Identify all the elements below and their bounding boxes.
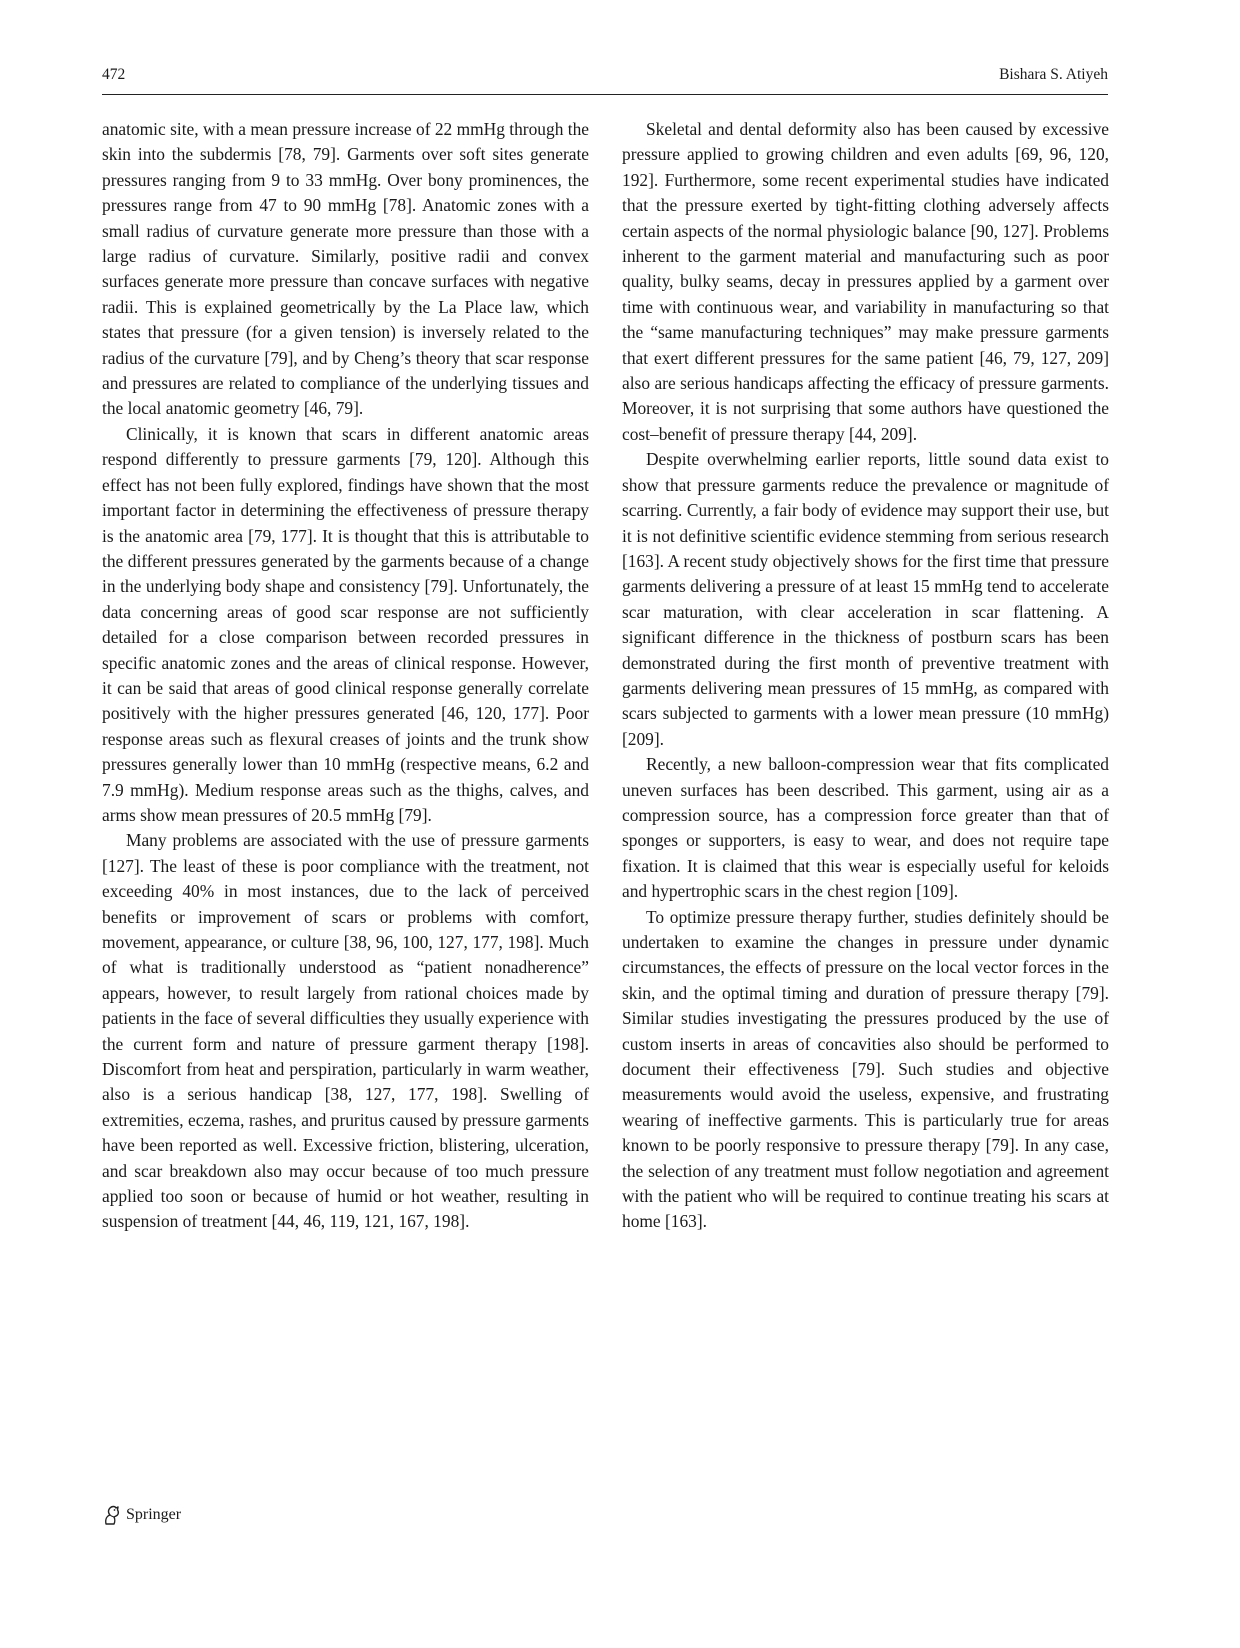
running-header <box>102 66 1108 95</box>
paragraph: Many problems are associated with the use of pressure garments [127]. The least of these is poor compliance with the treatment, not exceeding 40% in most instances, due to the lack of perceived benefits or improvement of scars or problems with comfort, movement, appearance, or culture [38, 96, 100, 127, 177, 198]. Much of what is traditionally understood as “patient nonadherence” appears, however, to result largely from rational choices made by patients in the face of several difficulties they usually experience with the current form and nature of pressure garment therapy [198]. Discomfort from heat and perspiration, particularly in warm weather, also is a serious handicap [38, 127, 177, 198]. Swelling of extremities, eczema, rashes, and pruritus caused by pressure garments have been reported as well. Excessive friction, blistering, ulceration, and scar breakdown also may occur because of too much pressure applied too soon or because of humid or hot weather, resulting in suspension of treatment [44, 46, 119, 121, 167, 198]. <box>102 830 589 1232</box>
right-column <box>622 117 1109 1235</box>
page-number: 472 <box>102 66 126 83</box>
publisher-name: Springer <box>126 1506 182 1523</box>
running-author: Bishara S. Atiyeh <box>999 66 1108 83</box>
paragraph: Despite overwhelming earlier reports, little sound data exist to show that pressure garments reduce the prevalence or magnitude of scarring. Currently, a fair body of evidence may support their use, but it is not definitive scientific evidence stemming from serious research [163]. A recent study objectively shows for the first time that pressure garments delivering a pressure of at least 15 mmHg tend to accelerate scar maturation, with clear acceleration in scar flattening. A significant difference in the thickness of postburn scars has been demonstrated during the first month of preventive treatment with garments delivering mean pressures of 15 mmHg, as compared with scars subjected to garments with a lower mean pressure (10 mmHg) [209]. <box>622 449 1109 749</box>
publisher-footer <box>102 1503 181 1527</box>
paragraph: Clinically, it is known that scars in different anatomic areas respond differently to pressure garments [79, 120]. Although this effect has not been fully explored, findings have shown that the most important factor in determining the effectiveness of pressure therapy is the anatomic area [79, 177]. It is thought that this is attributable to the different pressures generated by the garments because of a change in the underlying body shape and consistency [79]. Unfortunately, the data concerning areas of good scar response are not sufficiently detailed for a close comparison between recorded pressures in specific anatomic zones and the areas of clinical response. However, it can be said that areas of good clinical response generally correlate positively with the higher pressures generated [46, 120, 177]. Poor response areas such as flexural creases of joints and the trunk show pressures generally lower than 10 mmHg (respective means, 6.2 and 7.9 mmHg). Medium response areas such as the thighs, calves, and arms show mean pressures of 20.5 mmHg [79]. <box>102 423 589 825</box>
paragraph: Skeletal and dental deformity also has been caused by excessive pressure applied to growing children and even adults [69, 96, 120, 192]. Furthermore, some recent experimental studies have indicated that the pressure exerted by tight-fitting clothing adversely affects certain aspects of the normal physiologic balance [90, 127]. Problems inherent to the garment material and manufacturing such as poor quality, bulky seams, decay in pressures applied by a garment over time with continuous wear, and variability in manufacturing so that the “same manufacturing techniques” may make pressure garments that exert different pressures for the same patient [46, 79, 127, 209] also are serious handicaps affecting the efficacy of pressure garments. Moreover, it is not surprising that some authors have questioned the cost–benefit of pressure therapy [44, 209]. <box>622 119 1109 444</box>
paragraph: To optimize pressure therapy further, studies definitely should be undertaken to examine the changes in pressure under dynamic circumstances, the effects of pressure on the local vector forces in the skin, and the optimal timing and duration of pressure therapy [79]. Similar studies investigating the pressures produced by the use of custom inserts in areas of concavities also should be performed to document their effectiveness [79]. Such studies and objective measurements would avoid the useless, expensive, and frustrating wearing of ineffective garments. This is particularly true for areas known to be poorly responsive to pressure therapy [79]. In any case, the selection of any treatment must follow negotiation and agreement with the patient who will be required to continue treating his scars at home [163]. <box>622 906 1109 1232</box>
springer-horse-icon <box>102 1504 122 1526</box>
paragraph-continued: anatomic site, with a mean pressure increase of 22 mmHg through the skin into the subdermis [78, 79]. Garments over soft sites generate pressures ranging from 9 to 33 mmHg. Over bony prominences, the pressures range from 47 to 90 mmHg [78]. Anatomic zones with a small radius of curvature generate more pressure than those with a large radius of curvature. Similarly, positive radii and convex surfaces generate more pressure than concave surfaces with negative radii. This is explained geometrically by the La Place law, which states that pressure (for a given tension) is inversely related to the radius of the curvature [79], and by Cheng’s theory that scar response and pressures are related to compliance of the underlying tissues and the local anatomic geometry [46, 79]. <box>102 119 589 419</box>
paragraph: Recently, a new balloon-compression wear that fits complicated uneven surfaces has been described. This garment, using air as a compression source, has a compression force greater than that of sponges or supporters, is easy to wear, and does not require tape fixation. It is claimed that this wear is especially useful for keloids and hypertrophic scars in the chest region [109]. <box>622 754 1109 902</box>
left-column <box>102 117 589 1235</box>
